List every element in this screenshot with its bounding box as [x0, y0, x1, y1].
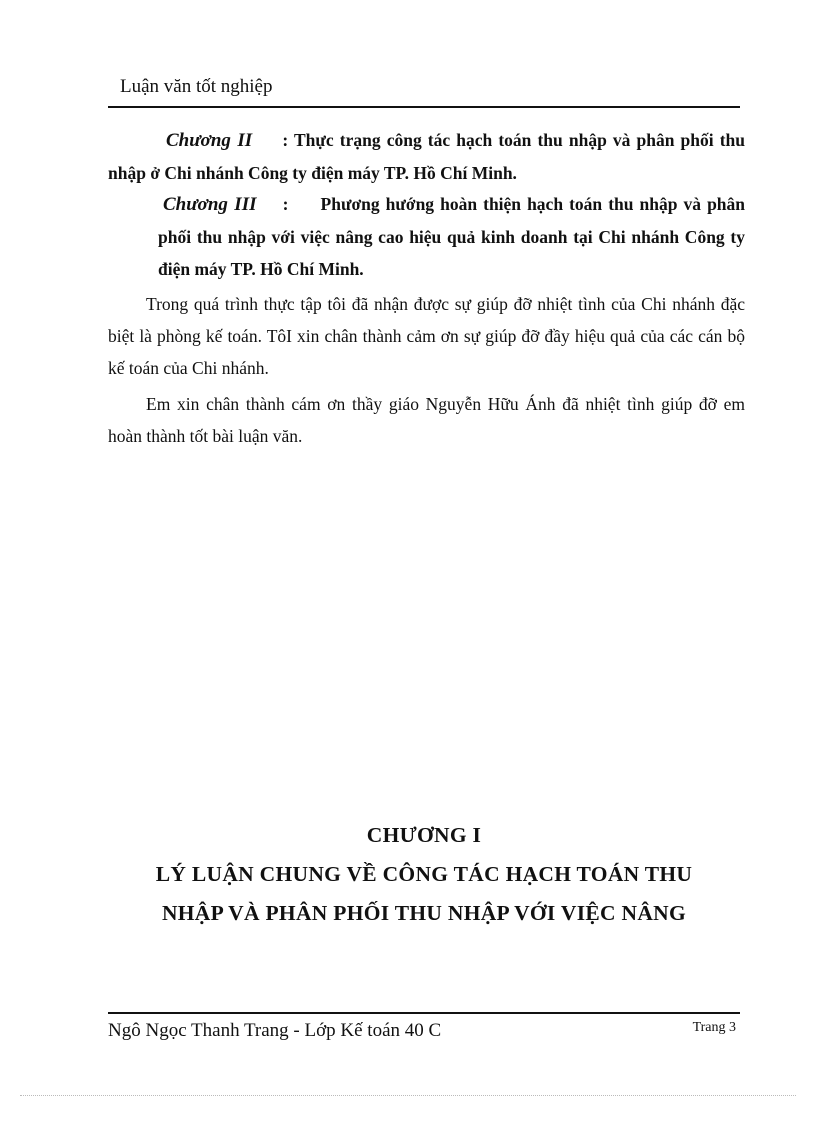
chapter-item-2 [108, 124, 745, 189]
chapter-separator: : [282, 194, 289, 214]
body-paragraphs [108, 288, 745, 452]
footer-rule [108, 1012, 740, 1014]
chapter-label: Chương III [163, 194, 257, 215]
running-header-title: Luận văn tốt nghiệp [120, 76, 273, 97]
chapter-list [108, 124, 745, 189]
chapter-label: Chương II [166, 130, 253, 151]
chapter-heading-line-1: LÝ LUẬN CHUNG VỀ CÔNG TÁC HẠCH TOÁN THU [155, 862, 693, 886]
page-edge-dotline [20, 1095, 796, 1096]
chapter-description: Thực trạng công tác hạch toán thu nhập và phân phối thu nhập ở Chi nhánh Công ty điện máy TP. Hồ Chí Minh. [108, 130, 746, 183]
chapter-separator: : [282, 130, 289, 150]
chapter-heading-number: CHƯƠNG I [366, 823, 482, 847]
chapter-description: Phương hướng hoàn thiện hạch toán thu nhập và phân phối thu nhập với việc nâng cao hiệu quả kinh doanh tại Chi nhánh Công ty điện máy TP. Hồ Chí Minh. [158, 194, 746, 279]
chapter-block-3 [158, 188, 745, 285]
header-rule [108, 106, 740, 108]
paragraph: Em xin chân thành cám ơn thầy giáo Nguyễn Hữu Ánh đã nhiệt tình giúp đỡ em hoàn thành tốt bài luận văn. [108, 394, 745, 446]
paragraph: Trong quá trình thực tập tôi đã nhận được sự giúp đỡ nhiệt tình của Chi nhánh đặc biệt là phòng kế toán. TôI xin chân thành cảm ơn sự giúp đỡ đầy hiệu quả của các cán bộ kế toán của Chi nhánh. [108, 294, 745, 378]
chapter-heading-line-2: NHẬP VÀ PHÂN PHỐI THU NHẬP VỚI VIỆC NÂNG [161, 901, 687, 925]
page-number: Trang 3 [692, 1020, 736, 1035]
footer-author: Ngô Ngọc Thanh Trang - Lớp Kế toán 40 C [108, 1020, 442, 1041]
